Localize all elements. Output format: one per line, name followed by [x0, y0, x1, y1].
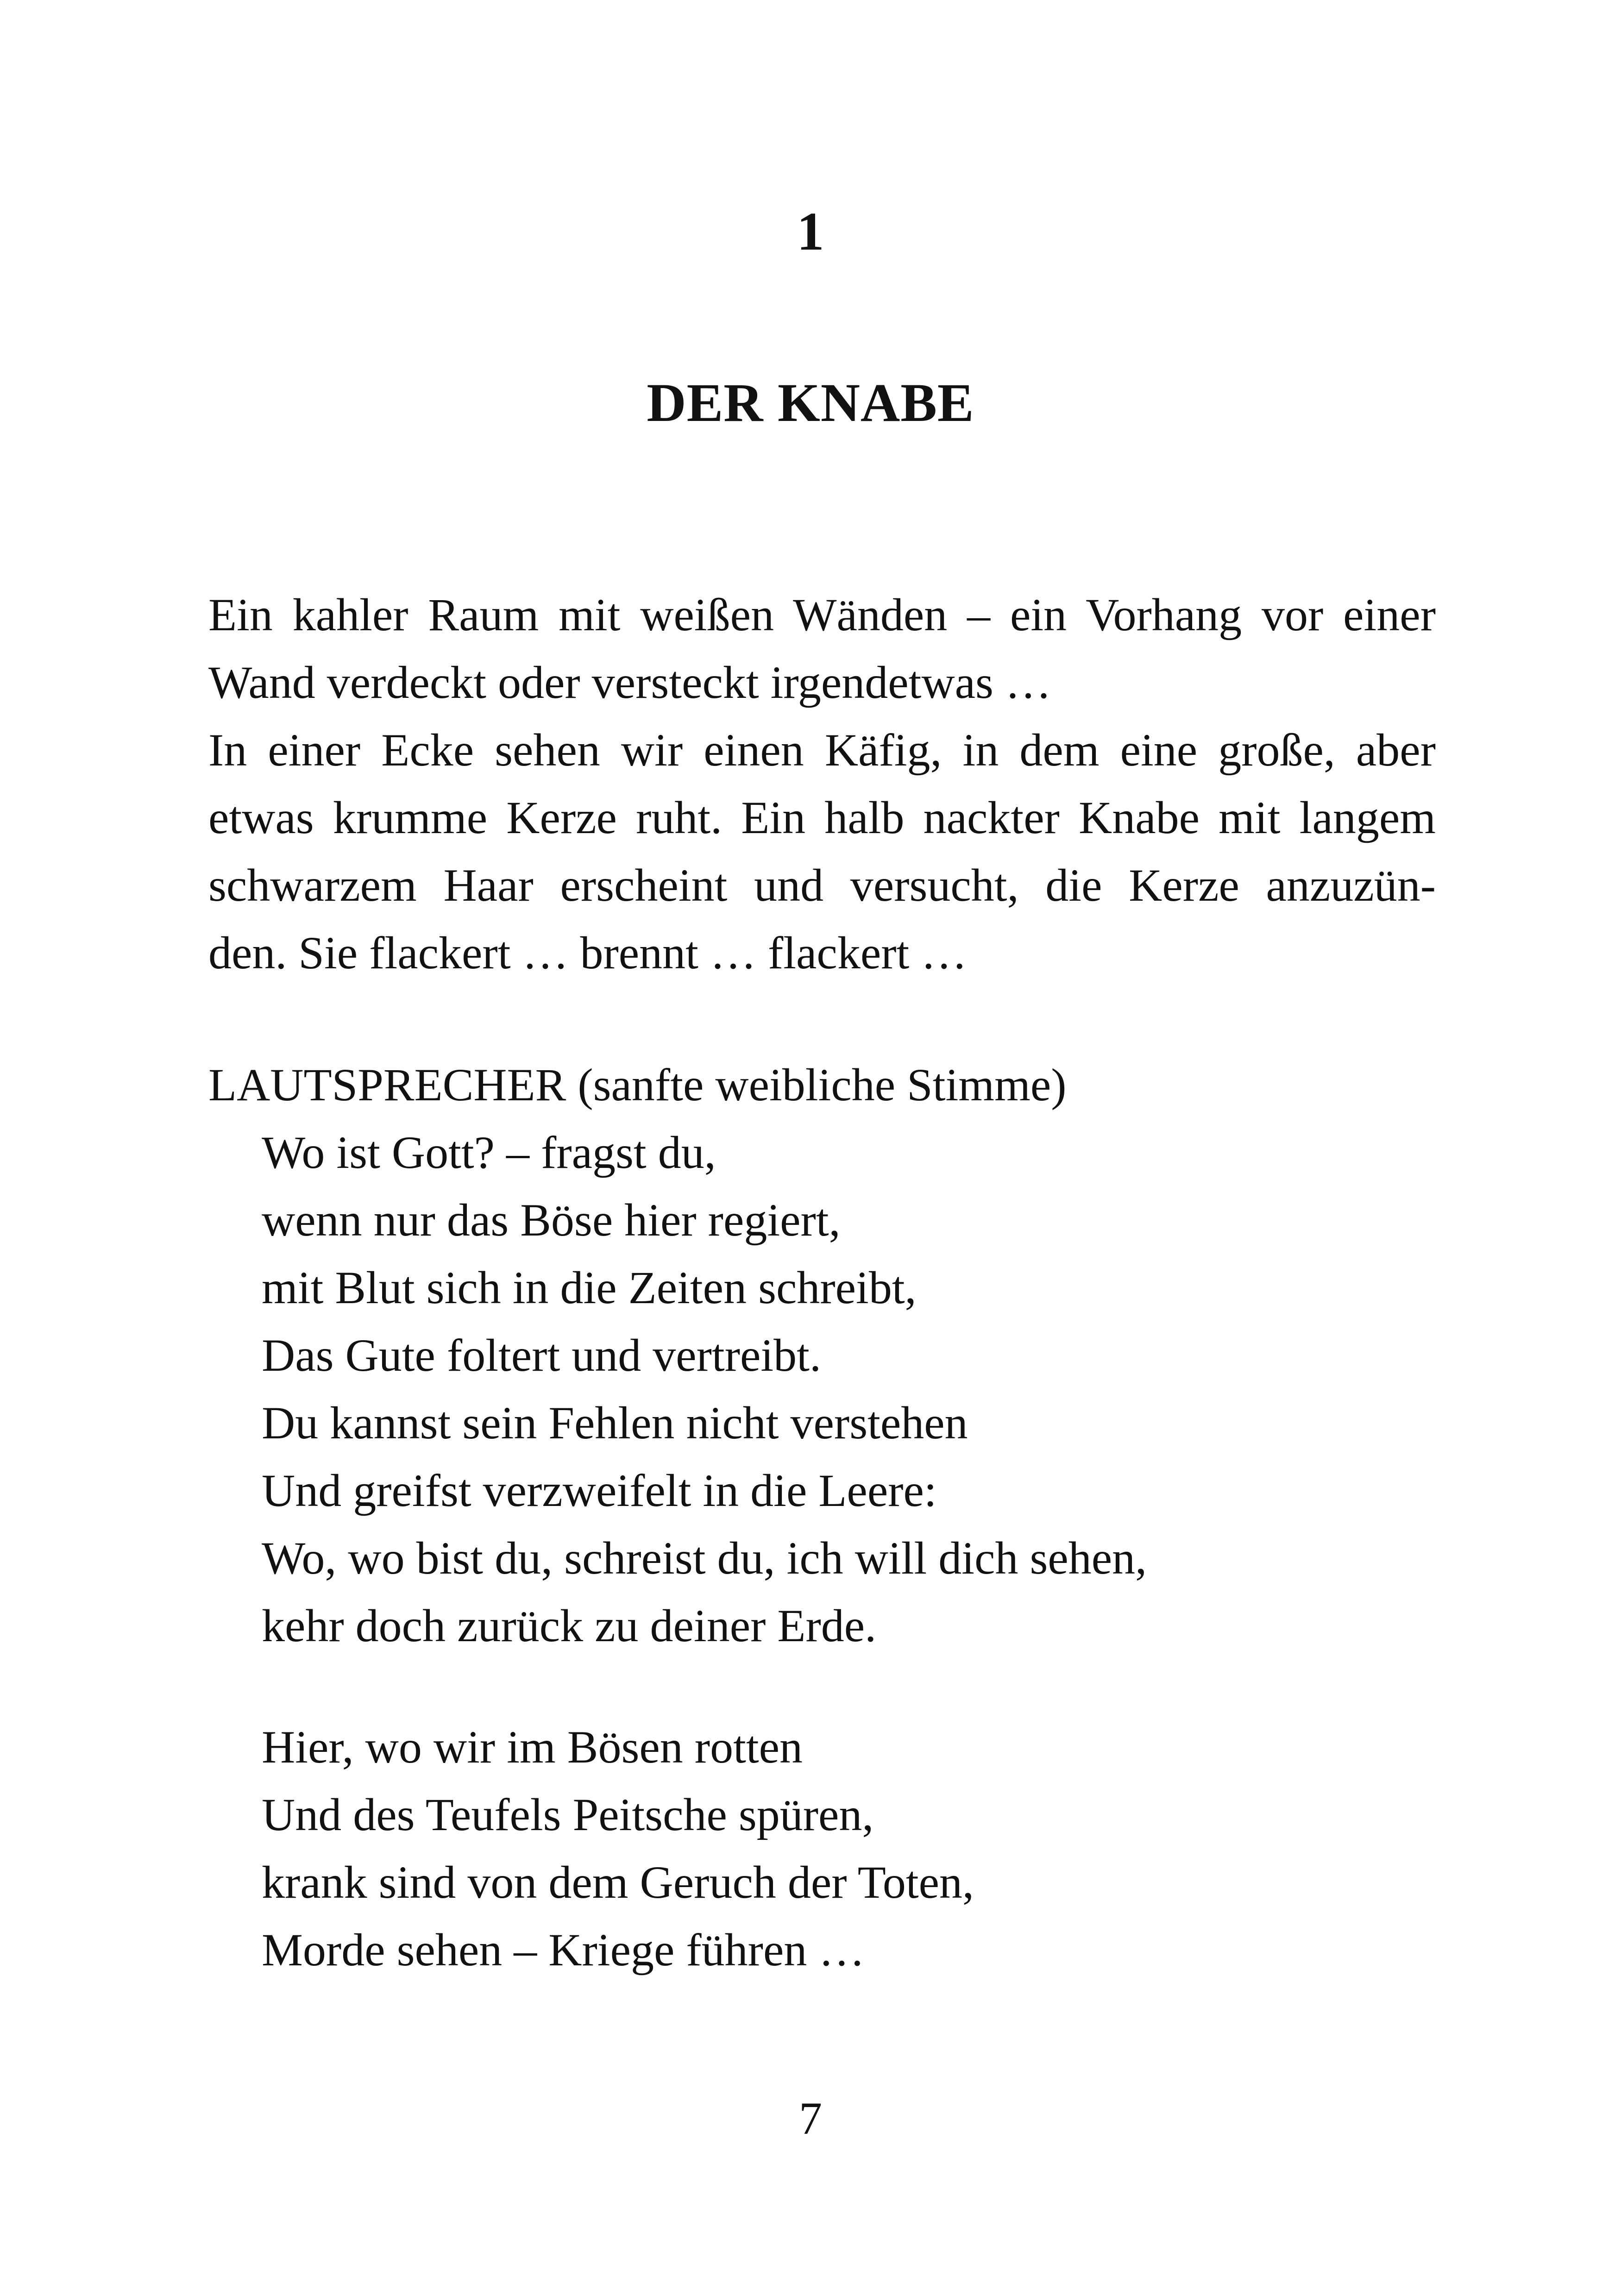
verse-line: Wo ist Gott? – fragst du, — [262, 1127, 716, 1178]
stage-direction-line: Ein kahler Raum mit weißen Wänden – ein Vorhang vor einer — [208, 589, 1436, 640]
verse-line: Hier, wo wir im Bösen rotten — [262, 1721, 803, 1773]
verse-line: Das Gute foltert und vertreibt. — [262, 1330, 821, 1381]
verse-line: wenn nur das Böse hier regiert, — [262, 1194, 841, 1246]
stage-direction-line: Wand verdeckt oder versteckt irgendetwas … — [208, 657, 1051, 708]
verse-line: Und greifst verzweifelt in die Leere: — [262, 1465, 937, 1516]
verse-line: kehr doch zurück zu deiner Erde. — [262, 1600, 877, 1651]
verse-line: Und des Teufels Peitsche spüren, — [262, 1789, 874, 1840]
stage-direction-line: den. Sie flackert … brennt … flackert … — [208, 927, 968, 979]
verse-line: mit Blut sich in die Zeiten schreibt, — [262, 1262, 917, 1313]
verse-stanza-1 — [262, 1119, 1489, 1660]
stage-direction — [208, 581, 1436, 987]
verse-stanza-2 — [262, 1713, 1489, 1984]
speaker-label — [208, 1051, 1436, 1119]
chapter-title: DER KNABE — [647, 372, 974, 433]
stage-direction-line: In einer Ecke sehen wir einen Käfig, in dem eine große, aber — [208, 724, 1436, 776]
stage-direction-line: etwas krumme Kerze ruht. Ein halb nackter Knabe mit langem — [208, 792, 1436, 843]
verse-line: Du kannst sein Fehlen nicht verstehen — [262, 1397, 968, 1449]
verse-line: krank sind von dem Geruch der Toten, — [262, 1857, 974, 1908]
verse-line: Wo, wo bist du, schreist du, ich will dich sehen, — [262, 1532, 1147, 1584]
verse-line: Morde sehen – Kriege führen … — [262, 1924, 865, 1976]
speaker-name: LAUTSPRECHER (sanfte weibliche Stimme) — [208, 1059, 1067, 1110]
chapter-number: 1 — [797, 201, 824, 262]
page-number: 7 — [799, 2093, 822, 2144]
stage-direction-line: schwarzem Haar erscheint und versucht, die Kerze anzuzün- — [208, 859, 1436, 911]
